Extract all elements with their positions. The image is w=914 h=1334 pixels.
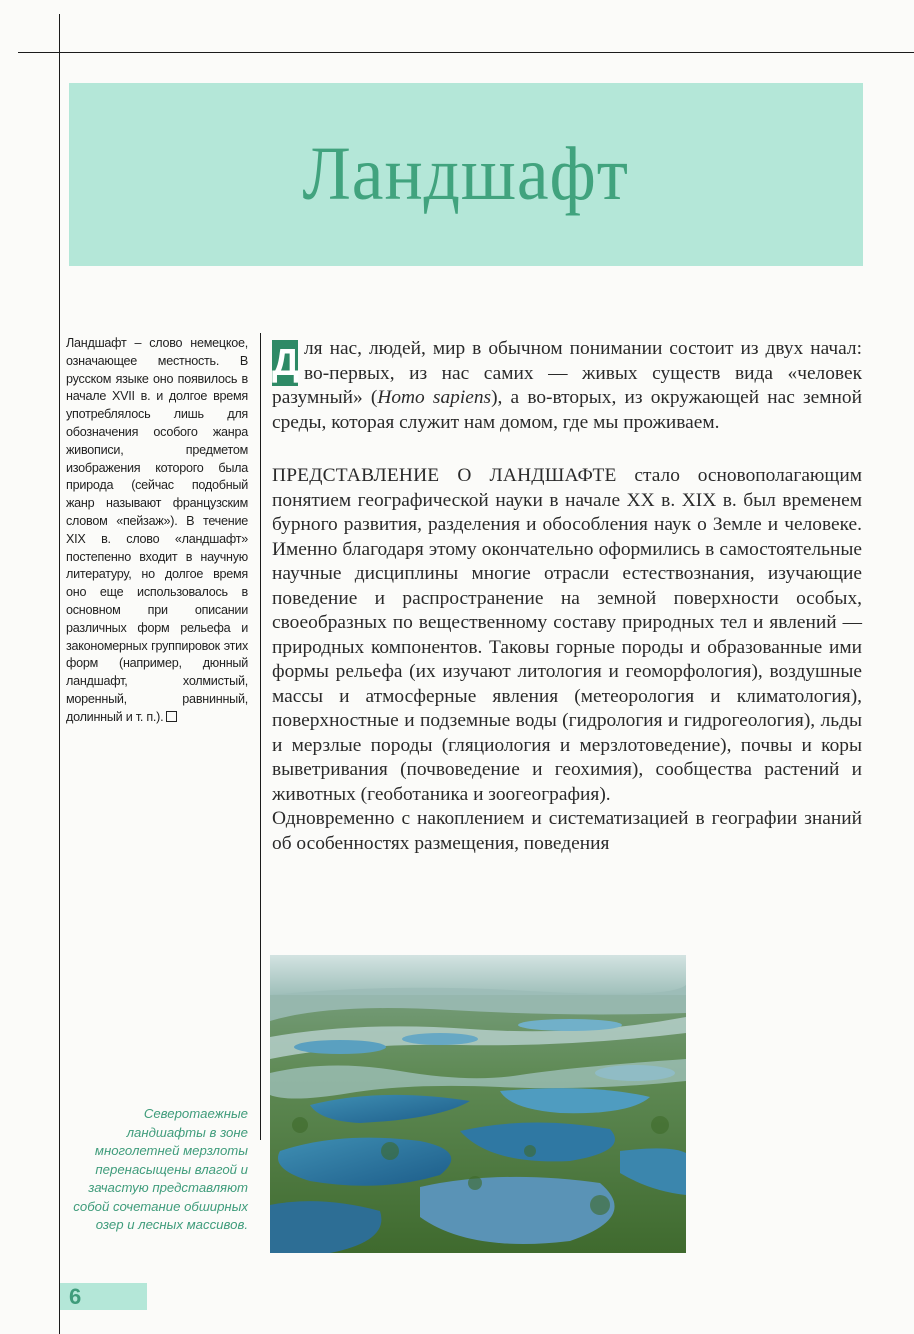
lead-in-caps: ПРЕДСТАВЛЕНИЕ О ЛАНДШАФТЕ <box>272 465 617 486</box>
intro-text-end: ), а во-вторых, из окружающей нас земной среды, которая служит нам домом, где мы проживаем. <box>272 387 862 433</box>
page-number-tab <box>60 1283 147 1310</box>
column-divider <box>260 333 261 1140</box>
body-paragraph-1 <box>272 464 862 807</box>
photo-caption: Северотаежные ландшафты в зоне многолетней мерзлоты перенасыщены влагой и зачастую представляют собой сочетание обширных озер и лесных массивов. <box>73 1106 248 1232</box>
title-banner <box>69 83 863 266</box>
sidebar-note <box>66 335 248 727</box>
latin-term: Homo sapiens <box>377 387 492 408</box>
body-paragraph-1-text: стало основополагающим понятием географической науки в начале XX в. XIX в. был временем бурного развития, разделения и обособления наук о Земле и человеке. Именно благодаря этому окончательно оформились в самостоятельные научные дисциплины многие отрасли естествознания, изучающие поведение и распространение на земной поверхности особых, своеобразных по вещественному составу природных тел и явлений — природных компонентов. Таковы горные породы и образованные ими формы рельефа (их изучают литология и геоморфология), воздушные массы и атмосферные явления (метеорология и климатология), поверхностные и подземные воды (гидрология и гидрогеология), льды и мерзлые породы (гляциология и мерзлотоведение), почвы и коры выветривания (почвоведение и геохимия), сообщества растений и животных (геоботаника и зоогеография). <box>272 465 862 805</box>
end-square-icon <box>166 711 177 722</box>
body-paragraph-2: Одновременно с накоплением и систематизацией в географии знаний об особенностях размещения, поведения <box>272 808 862 854</box>
sidebar-note-text: Ландшафт – слово немецкое, означающее местность. В русском языке оно появилось в начале XVII в. и долгое время употреблялось лишь для обозначения особого жанра живописи, предметом изображения которого была природа (сейчас подобный жанр называют французским словом «пейзаж»). В течение XIX в. слово «ландшафт» постепенно входит в научную литературу, но долгое время оно еще использовалось в основном при описании различных форм рельефа и закономерных группировок этих форм (например, дюнный ландшафт, холмистый, моренный, равнинный, долинный и т. п.). <box>66 336 248 724</box>
intro-paragraph <box>272 337 862 435</box>
top-rule <box>18 52 914 53</box>
intro-text: ля нас, людей, мир в обычном понимании состоит из двух начал: во-первых, из нас самих — живых существ вида «человек разумный» ( <box>272 338 862 408</box>
landscape-photo <box>270 955 686 1253</box>
main-text <box>272 337 862 856</box>
left-margin-rule <box>59 14 60 1334</box>
page-title: Ландшафт <box>302 132 630 216</box>
drop-cap: Д <box>272 342 300 384</box>
taiga-lakes-image <box>270 955 686 1253</box>
page-number: 6 <box>69 1284 82 1309</box>
